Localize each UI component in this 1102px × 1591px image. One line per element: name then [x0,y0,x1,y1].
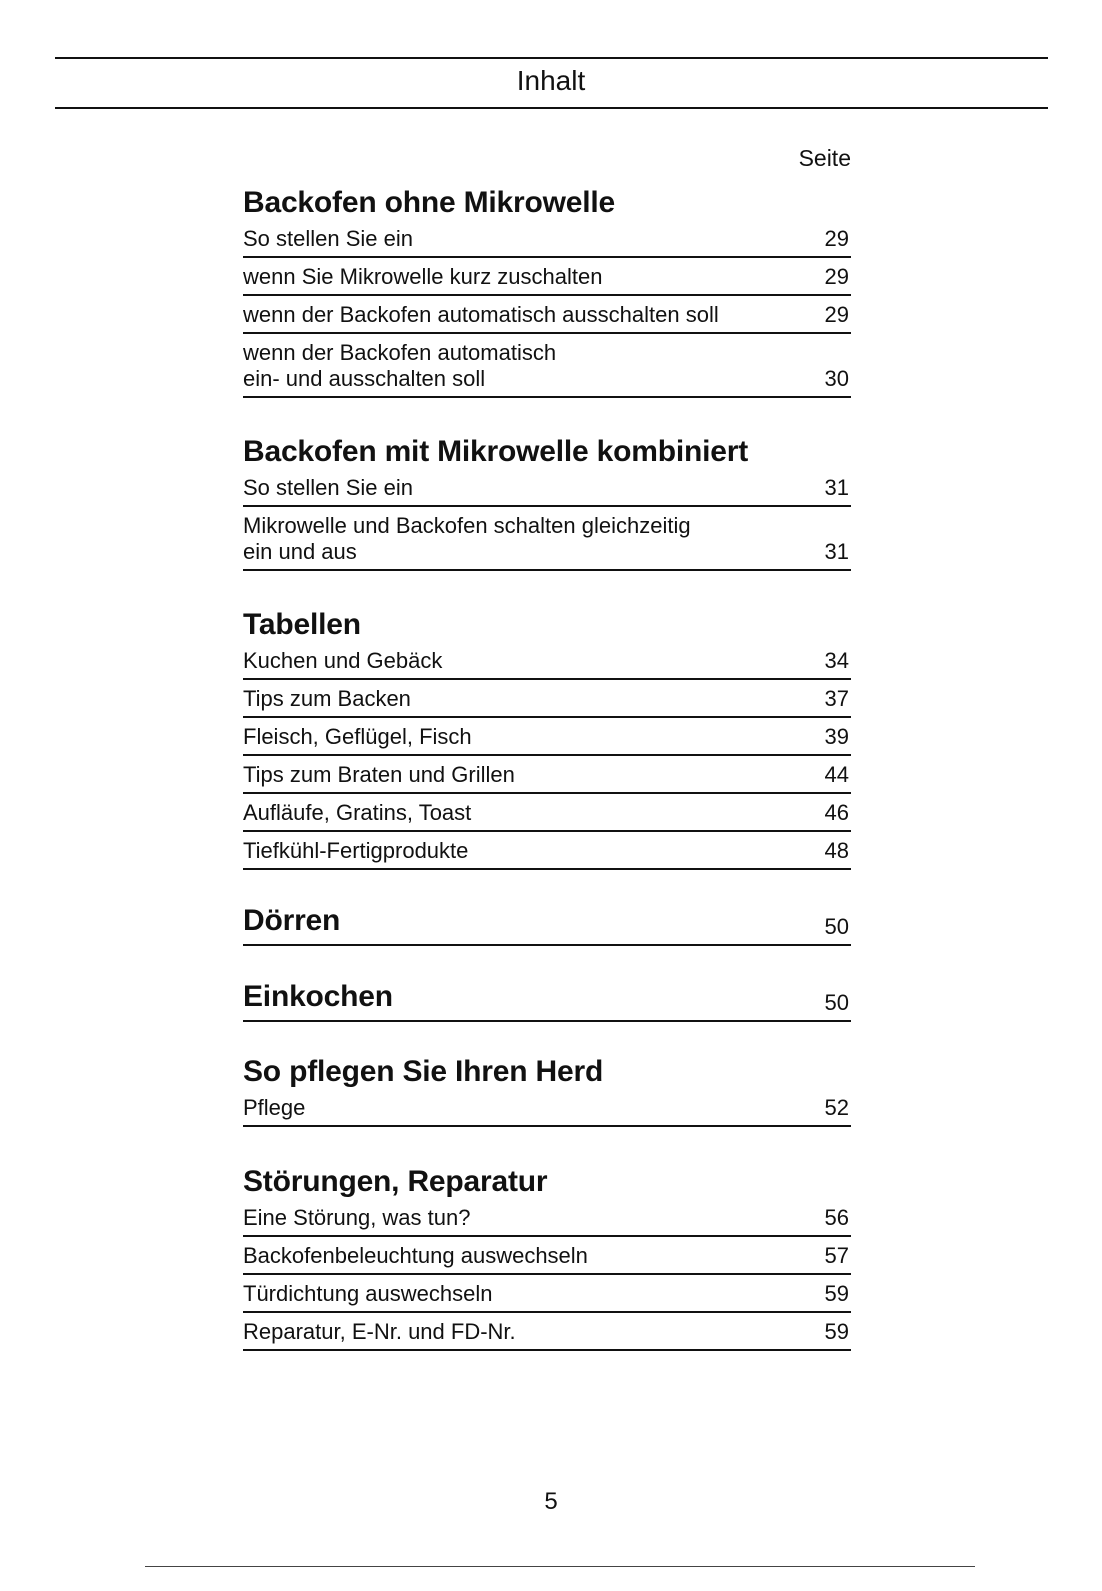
toc-entry[interactable] [243,1199,851,1237]
entry-title: Eine Störung, was tun? [243,1205,471,1230]
entry-title: So stellen Sie ein [243,226,413,251]
entry-title: Backofenbeleuchtung auswechseln [243,1243,588,1268]
entry-title: Mikrowelle und Backofen schalten gleichzeitig ein und aus [243,513,691,564]
toc-entry[interactable] [243,334,851,398]
entry-title: Pflege [243,1095,306,1120]
entry-title: wenn der Backofen automatisch ein- und ausschalten soll [243,340,557,391]
toc-entry[interactable] [243,1237,851,1275]
toc-entry[interactable] [243,680,851,718]
toc-entry[interactable] [243,904,851,946]
entry-page-number: 59 [824,1281,849,1306]
toc-entry[interactable] [243,220,851,258]
toc-entry[interactable] [243,642,851,680]
entry-title: Tips zum Braten und Grillen [243,762,515,787]
toc-entry[interactable] [243,1089,851,1127]
section-title: Dörren [243,904,341,937]
toc-entry[interactable] [243,756,851,794]
footer-page-number: 5 [544,1488,558,1515]
entry-title: So stellen Sie ein [243,475,413,500]
entry-title: Reparatur, E-Nr. und FD-Nr. [243,1319,516,1344]
entry-title: Kuchen und Gebäck [243,648,443,673]
toc-section [243,186,851,398]
entry-title: Aufläufe, Gratins, Toast [243,800,472,825]
toc-entry[interactable] [243,1313,851,1351]
entry-title: Tips zum Backen [243,686,411,711]
entry-page-number: 52 [824,1095,849,1120]
entry-page-number: 48 [824,838,849,863]
entry-page-number: 56 [824,1205,849,1230]
toc-section [243,1165,851,1351]
entry-page-number: 44 [824,762,849,787]
toc-entry[interactable] [243,980,851,1022]
toc-section [243,980,851,1022]
section-title: So pflegen Sie Ihren Herd [243,1055,604,1088]
entry-page-number: 31 [824,475,849,500]
entry-title: Türdichtung auswechseln [243,1281,493,1306]
entry-page-number: 30 [824,366,849,391]
entry-page-number: 46 [824,800,849,825]
entry-page-number: 29 [824,302,849,327]
section-title: Störungen, Reparatur [243,1165,548,1198]
toc-section [243,904,851,946]
toc-section [243,1055,851,1127]
entry-title: Tiefkühl-Fertigprodukte [243,838,469,863]
toc-entry[interactable] [243,832,851,870]
toc-section [243,608,851,870]
toc-entry[interactable] [243,794,851,832]
entry-page-number: 29 [824,264,849,289]
entry-page-number: 50 [824,914,849,939]
toc-entry[interactable] [243,507,851,571]
entry-page-number: 57 [824,1243,849,1268]
toc-entry[interactable] [243,718,851,756]
entry-title: wenn Sie Mikrowelle kurz zuschalten [243,264,603,289]
toc-entry[interactable] [243,296,851,334]
header-bottom-rule [55,107,1048,109]
toc-entry[interactable] [243,258,851,296]
entry-page-number: 39 [824,724,849,749]
entry-page-number: 34 [824,648,849,673]
page-title: Inhalt [516,65,586,96]
header-top-rule [55,57,1048,59]
toc-entry[interactable] [243,469,851,507]
footer-rule [145,1566,975,1567]
section-title: Tabellen [243,608,361,641]
entry-page-number: 37 [824,686,849,711]
section-title: Backofen ohne Mikrowelle [243,186,615,219]
entry-page-number: 31 [824,539,849,564]
entry-title: wenn der Backofen automatisch ausschalten soll [243,302,719,327]
section-title: Backofen mit Mikrowelle kombiniert [243,435,748,468]
entry-page-number: 29 [824,226,849,251]
section-title: Einkochen [243,980,393,1013]
entry-page-number: 50 [824,990,849,1015]
entry-title: Fleisch, Geflügel, Fisch [243,724,472,749]
page-column-label: Seite [798,145,851,171]
toc-section [243,435,851,571]
entry-page-number: 59 [824,1319,849,1344]
toc-entry[interactable] [243,1275,851,1313]
